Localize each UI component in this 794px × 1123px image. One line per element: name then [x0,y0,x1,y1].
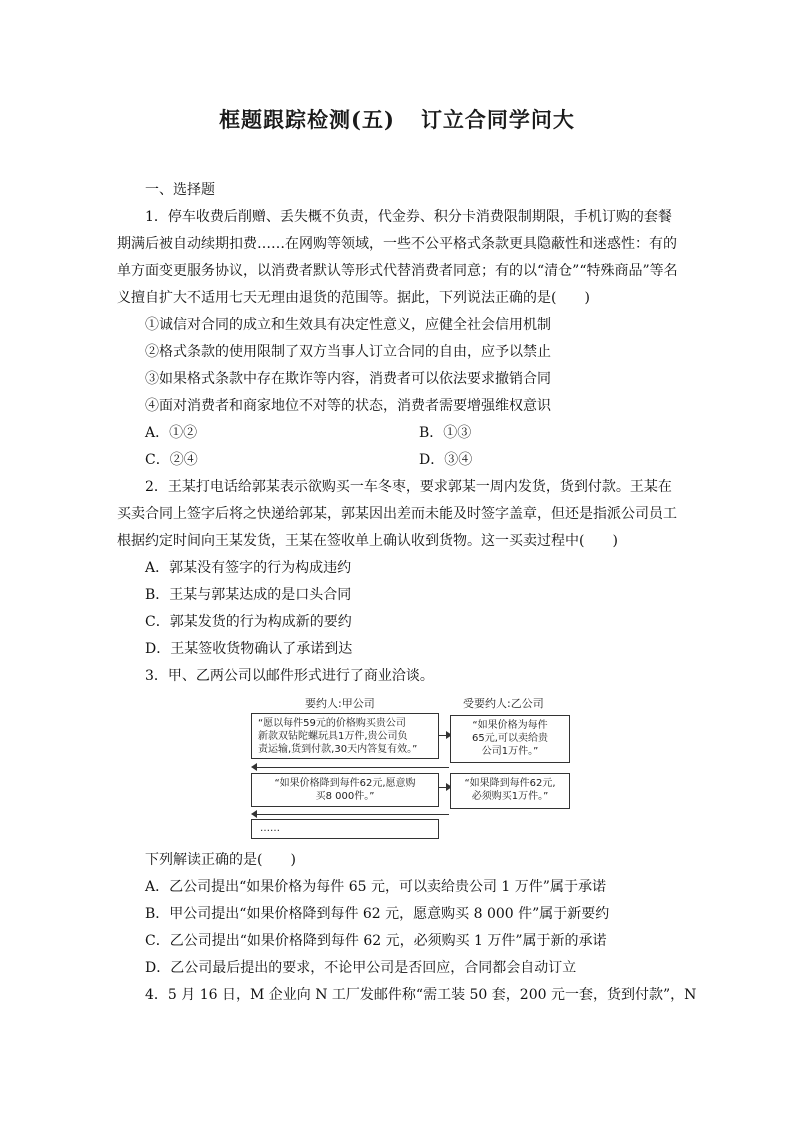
reply-box-2 [450,773,570,809]
title-main: 框题跟踪检测(五) [219,107,395,132]
q3-option-c: C．乙公司提出“如果价格降到每件 62 元，必须购买 1 万件”属于新的承诺 [145,933,607,949]
ellipsis-text: …… [260,823,280,834]
q2-option-d: D．王某签收货物确认了承诺到达 [145,641,353,657]
offer-box-3 [251,819,439,839]
q3-question: 下列解读正确的是( ) [145,852,296,868]
arrow-line-4 [256,814,449,815]
q3-stem: 3．甲、乙两公司以邮件形式进行了商业洽谈。 [145,668,434,684]
offer-box-2-line-1: “如果价格降到每件62元,愿意购 [274,778,416,789]
q1-item-4: ④面对消费者和商家地位不对等的状态，消费者需要增强维权意识 [145,398,551,414]
q2-line-2: 买卖合同上签字后将之快递给郭某，郭某因出差而未能及时签字盖章，但还是指派公司员工 [117,506,677,522]
section-heading: 一、选择题 [145,182,215,198]
q1-option-b: B．①③ [419,425,472,441]
reply-box-1 [450,715,570,763]
reply-box-1-line-1: “如果价格为每件 [472,720,548,731]
reply-box-2-line-1: “如果降到每件62元, [464,778,556,789]
negotiation-diagram [249,695,574,843]
q2-option-a: A．郭某没有签字的行为构成违约 [145,560,352,576]
page-title [0,104,794,134]
q1-option-c: C．②④ [145,452,198,468]
title-sub: 订立合同学问大 [420,107,575,132]
offeree-header: 受要约人:乙公司 [463,697,544,710]
reply-box-1-line-3: 公司1万件。” [481,746,539,757]
offer-box-2-line-2: 买8 000件。” [315,791,375,802]
arrow-line-2 [256,767,449,768]
q2-line-1: 2．王某打电话给郭某表示欲购买一车冬枣，要求郭某一周内发货，货到付款。王某在 [145,479,672,495]
q4-line-1: 4．5 月 16 日，M 企业向 N 工厂发邮件称“需工装 50 套，200 元一套，货到付款”，N [145,987,697,1003]
q1-item-1: ①诚信对合同的成立和生效具有决定性意义，应健全社会信用机制 [145,317,551,333]
q3-option-b: B．甲公司提出“如果价格降到每件 62 元，愿意购买 8 000 件”属于新要约 [145,906,610,922]
q1-item-3: ③如果格式条款中存在欺诈等内容，消费者可以依法要求撤销合同 [145,371,551,387]
q2-option-b: B．王某与郭某达成的是口头合同 [145,587,352,603]
offer-box-1-line-1: “愿以每件59元的价格购买贵公司 [258,718,406,729]
offer-box-2 [251,773,439,807]
q1-item-2: ②格式条款的使用限制了双方当事人订立合同的自由，应予以禁止 [145,344,551,360]
offer-box-1 [251,713,439,759]
offeror-header: 要约人:甲公司 [305,697,375,710]
q3-option-a: A．乙公司提出“如果价格为每件 65 元，可以卖给贵公司 1 万件”属于承诺 [145,879,606,895]
q3-option-d: D．乙公司最后提出的要求，不论甲公司是否回应，合同都会自动订立 [145,960,577,976]
reply-box-2-line-2: 必须购买1万件。” [471,791,549,802]
q2-line-3: 根据约定时间向王某发货，王某在签收单上确认收到货物。这一买卖过程中( ) [117,533,618,549]
q1-option-d: D．③④ [419,452,473,468]
reply-box-1-line-2: 65元,可以卖给贵 [472,733,548,744]
q1-line-4: 义擅自扩大不适用七天无理由退货的范围等。据此，下列说法正确的是( ) [117,290,590,306]
q1-line-1: 1．停车收费后削赠、丢失概不负责，代金券、积分卡消费限制期限，手机订购的套餐 [145,209,672,225]
offer-box-1-line-2: 新款双钻陀螺玩具1万件,贵公司负 [258,731,408,742]
arrow-head-left-icon [251,763,257,771]
q1-line-2: 期满后被自动续期扣费……在网购等领域，一些不公平格式条款更具隐蔽性和迷惑性：有的 [117,236,677,252]
offer-box-1-line-3: 责运输,货到付款,30天内答复有效。” [258,744,418,755]
q2-option-c: C．郭某发货的行为构成新的要约 [145,614,352,630]
q1-option-a: A．①② [145,425,198,441]
arrow-head-left-icon [251,810,257,818]
q1-line-3: 单方面变更服务协议，以消费者默认等形式代替消费者同意；有的以“清仓”“特殊商品”等名 [117,263,678,279]
